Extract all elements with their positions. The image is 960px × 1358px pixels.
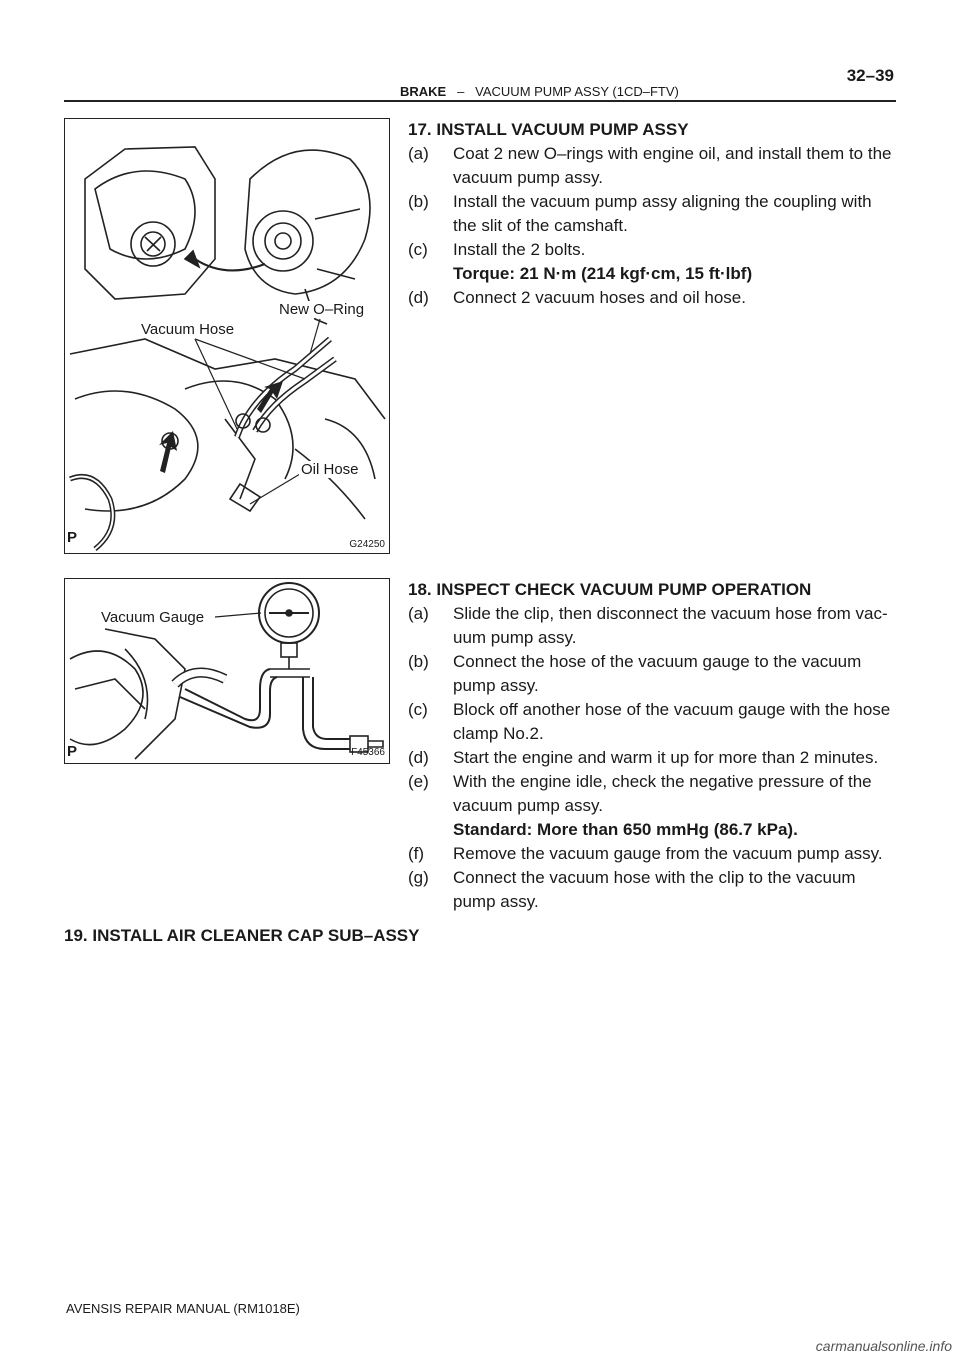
- section-subtitle: VACUUM PUMP ASSY (1CD–FTV): [475, 84, 679, 99]
- step-19-title: 19. INSTALL AIR CLEANER CAP SUB–ASSY: [64, 926, 420, 945]
- section-header: [400, 84, 679, 99]
- list-item: (b) Install the vacuum pump assy aligning the coupling with the slit of the camshaft.: [408, 192, 872, 235]
- step-17: [408, 118, 896, 310]
- section-name: BRAKE: [400, 84, 447, 99]
- callout-vacuum-hose: Vacuum Hose: [141, 321, 235, 338]
- torque-spec: Torque: 21 N·m (214 kgf·cm, 15 ft·lbf): [453, 264, 753, 283]
- list-item: (c) Install the 2 bolts. Torque: 21 N·m (214 kgf·cm, 15 ft·lbf): [408, 238, 896, 286]
- callout-oil-hose: Oil Hose: [301, 461, 359, 478]
- page-number: 32–39: [846, 66, 894, 85]
- callout-vacuum-gauge: Vacuum Gauge: [101, 609, 205, 626]
- watermark: carmanualsonline.info: [815, 1338, 952, 1354]
- figure-p-mark: P: [67, 743, 78, 760]
- list-item: (d) Connect 2 vacuum hoses and oil hose.: [408, 288, 746, 307]
- list-item: (d) Start the engine and warm it up for more than 2 minutes.: [408, 748, 879, 767]
- section-separator: –: [457, 84, 465, 99]
- header-rule: [64, 100, 896, 102]
- step-title: 18. INSPECT CHECK VACUUM PUMP OPERATION: [408, 580, 812, 599]
- figure-p-mark: P: [67, 529, 78, 546]
- list-item: (e) With the engine idle, check the negative pressure of the vacuum pump assy. Standard: More than 650 mmHg (86.7 kPa).: [408, 770, 896, 842]
- list-item: (b) Connect the hose of the vacuum gauge to the vacuum pump assy.: [408, 652, 862, 695]
- illustration-vacuum-gauge: [65, 579, 389, 763]
- figure-install-vacuum-pump: [64, 118, 390, 554]
- step-18: [408, 578, 896, 914]
- list-item: (g) Connect the vacuum hose with the clip to the vacuum pump assy.: [408, 868, 856, 911]
- list-item: (a) Coat 2 new O–rings with engine oil, and install them to the vacuum pump assy.: [408, 144, 892, 187]
- step-title: 17. INSTALL VACUUM PUMP ASSY: [408, 120, 689, 139]
- list-item: (f) Remove the vacuum gauge from the vacuum pump assy.: [408, 844, 883, 863]
- list-item: (a) Slide the clip, then disconnect the vacuum hose from vac- uum pump assy.: [408, 604, 888, 647]
- standard-spec: Standard: More than 650 mmHg (86.7 kPa).: [453, 820, 798, 839]
- figure-code: G24250: [349, 539, 385, 550]
- list-item: (c) Block off another hose of the vacuum gauge with the hose clamp No.2.: [408, 700, 891, 743]
- callout-new-o-ring: New O–Ring: [279, 301, 365, 318]
- figure-code: F45366: [351, 747, 385, 758]
- footer-manual-id: AVENSIS REPAIR MANUAL (RM1018E): [66, 1301, 300, 1316]
- figure-vacuum-gauge: [64, 578, 390, 764]
